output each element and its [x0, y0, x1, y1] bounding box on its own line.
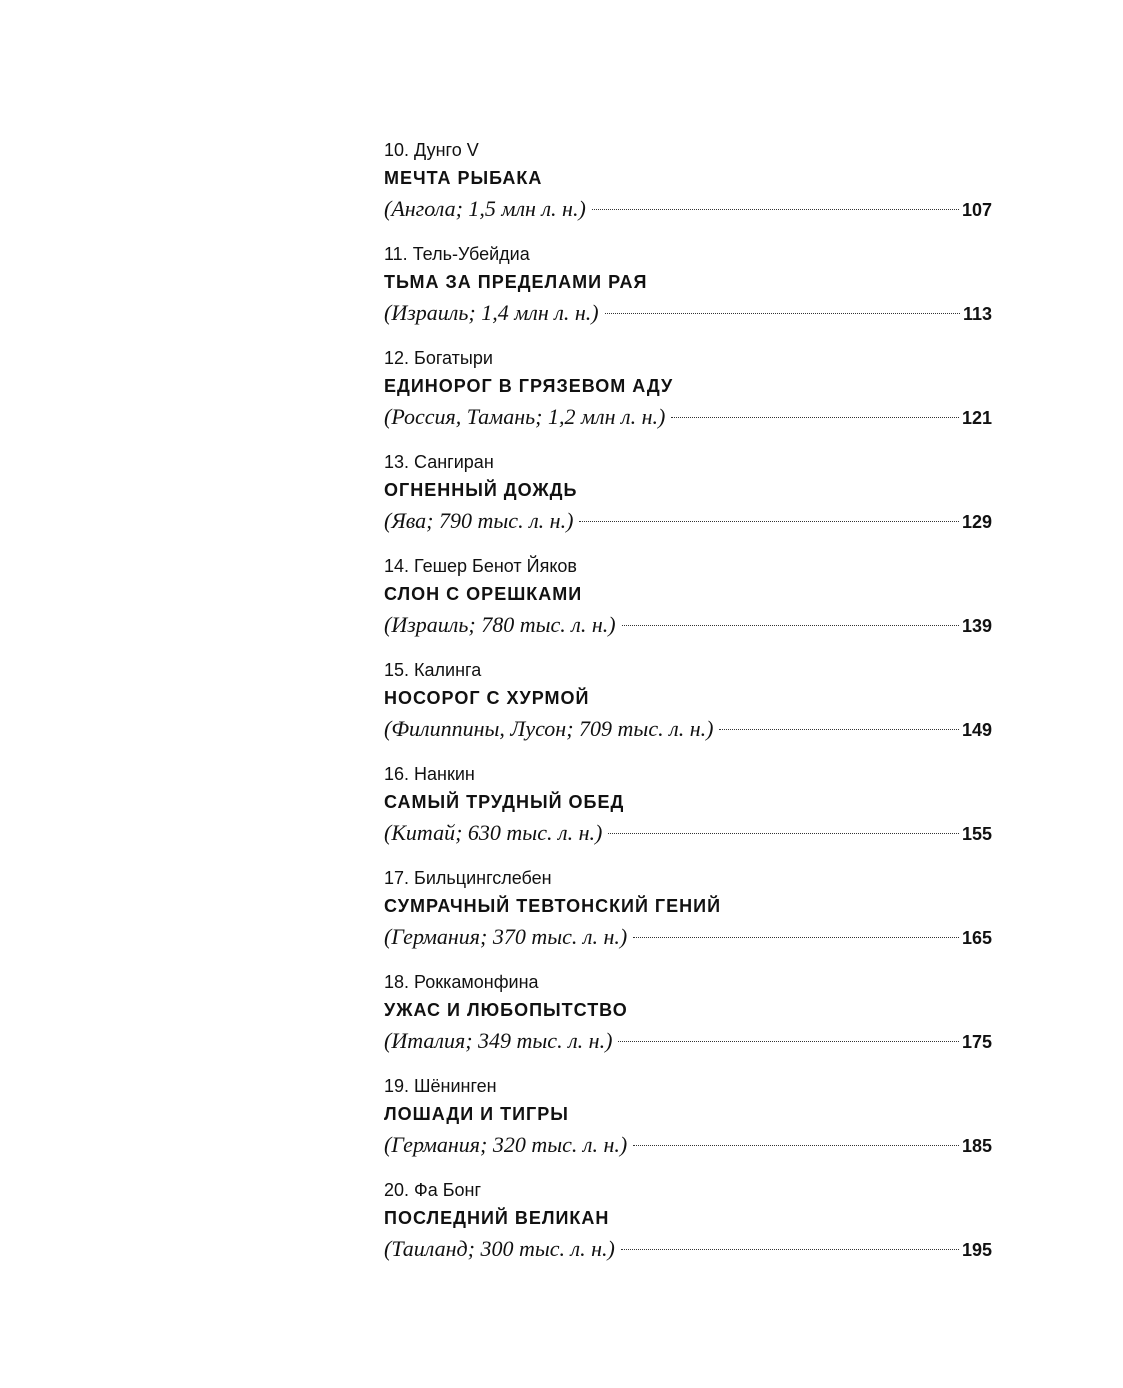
entry-page-number: 149 [961, 720, 992, 740]
entry-location: (Израиль; 780 тыс. л. н.) [384, 612, 616, 637]
dot-leader [618, 1041, 959, 1042]
toc-entry[interactable] [384, 657, 992, 761]
dot-leader [579, 521, 959, 522]
entry-location: (Италия; 349 тыс. л. н.) [384, 1028, 613, 1053]
entry-number-site: 20. Фа Бонг [384, 1180, 482, 1200]
toc-entry[interactable] [384, 553, 992, 657]
entry-location: (Германия; 320 тыс. л. н.) [384, 1132, 628, 1157]
dot-leader [608, 833, 959, 834]
entry-line [384, 401, 992, 433]
entry-line [384, 817, 992, 849]
entry-page-number: 121 [961, 408, 992, 428]
table-of-contents [384, 137, 992, 1281]
entry-title: УЖАС И ЛЮБОПЫТСТВО [384, 1000, 628, 1020]
entry-line [384, 505, 992, 537]
dot-leader [621, 1249, 959, 1250]
entry-page-number: 155 [961, 824, 992, 844]
toc-entry[interactable] [384, 449, 992, 553]
dot-leader [633, 937, 959, 938]
entry-location: (Израиль; 1,4 млн л. н.) [384, 300, 599, 325]
entry-title: СУМРАЧНЫЙ ТЕВТОНСКИЙ ГЕНИЙ [384, 896, 722, 916]
entry-line [384, 1233, 992, 1265]
entry-number-site: 16. Нанкин [384, 764, 475, 784]
entry-line [384, 921, 992, 953]
entry-line [384, 609, 992, 641]
dot-leader [719, 729, 959, 730]
dot-leader [622, 625, 959, 626]
entry-title: ЕДИНОРОГ В ГРЯЗЕВОМ АДУ [384, 376, 674, 396]
entry-line [384, 297, 992, 329]
entry-location: (Ява; 790 тыс. л. н.) [384, 508, 574, 533]
entry-line [384, 193, 992, 225]
entry-line [384, 713, 992, 745]
toc-entry[interactable] [384, 345, 992, 449]
dot-leader [633, 1145, 959, 1146]
entry-title: ОГНЕННЫЙ ДОЖДЬ [384, 480, 578, 500]
dot-leader [605, 313, 960, 314]
entry-page-number: 175 [961, 1032, 992, 1052]
entry-page-number: 113 [962, 304, 992, 324]
entry-location: (Таиланд; 300 тыс. л. н.) [384, 1236, 615, 1261]
toc-entry[interactable] [384, 865, 992, 969]
entry-location: (Россия, Тамань; 1,2 млн л. н.) [384, 404, 666, 429]
toc-entry[interactable] [384, 241, 992, 345]
entry-location: (Филиппины, Лусон; 709 тыс. л. н.) [384, 716, 714, 741]
entry-title: ТЬМА ЗА ПРЕДЕЛАМИ РАЯ [384, 272, 648, 292]
entry-title: СЛОН С ОРЕШКАМИ [384, 584, 583, 604]
entry-title: ПОСЛЕДНИЙ ВЕЛИКАН [384, 1208, 610, 1228]
entry-number-site: 15. Калинга [384, 660, 482, 680]
entry-title: САМЫЙ ТРУДНЫЙ ОБЕД [384, 792, 625, 812]
entry-title: НОСОРОГ С ХУРМОЙ [384, 688, 590, 708]
entry-number-site: 13. Сангиран [384, 452, 494, 472]
toc-entry[interactable] [384, 1177, 992, 1281]
entry-number-site: 18. Роккамонфина [384, 972, 539, 992]
entry-number-site: 12. Богатыри [384, 348, 493, 368]
entry-location: (Германия; 370 тыс. л. н.) [384, 924, 628, 949]
entry-location: (Ангола; 1,5 млн л. н.) [384, 196, 586, 221]
entry-location: (Китай; 630 тыс. л. н.) [384, 820, 603, 845]
entry-number-site: 19. Шёнинген [384, 1076, 497, 1096]
entry-title: МЕЧТА РЫБАКА [384, 168, 543, 188]
entry-number-site: 10. Дунго V [384, 140, 479, 160]
entry-page-number: 129 [961, 512, 992, 532]
entry-page-number: 165 [961, 928, 992, 948]
entry-page-number: 195 [961, 1240, 992, 1260]
entry-title: ЛОШАДИ И ТИГРЫ [384, 1104, 569, 1124]
dot-leader [671, 417, 959, 418]
toc-entry[interactable] [384, 137, 992, 241]
toc-entry[interactable] [384, 969, 992, 1073]
entry-line [384, 1025, 992, 1057]
dot-leader [592, 209, 959, 210]
entry-number-site: 17. Бильцингслебен [384, 868, 552, 888]
toc-entry[interactable] [384, 1073, 992, 1177]
toc-entry[interactable] [384, 761, 992, 865]
entry-line [384, 1129, 992, 1161]
entry-number-site: 11. Тель-Убейдиа [384, 244, 530, 264]
entry-number-site: 14. Гешер Бенот Йяков [384, 556, 577, 576]
entry-page-number: 139 [961, 616, 992, 636]
entry-page-number: 185 [961, 1136, 992, 1156]
entry-page-number: 107 [961, 200, 992, 220]
